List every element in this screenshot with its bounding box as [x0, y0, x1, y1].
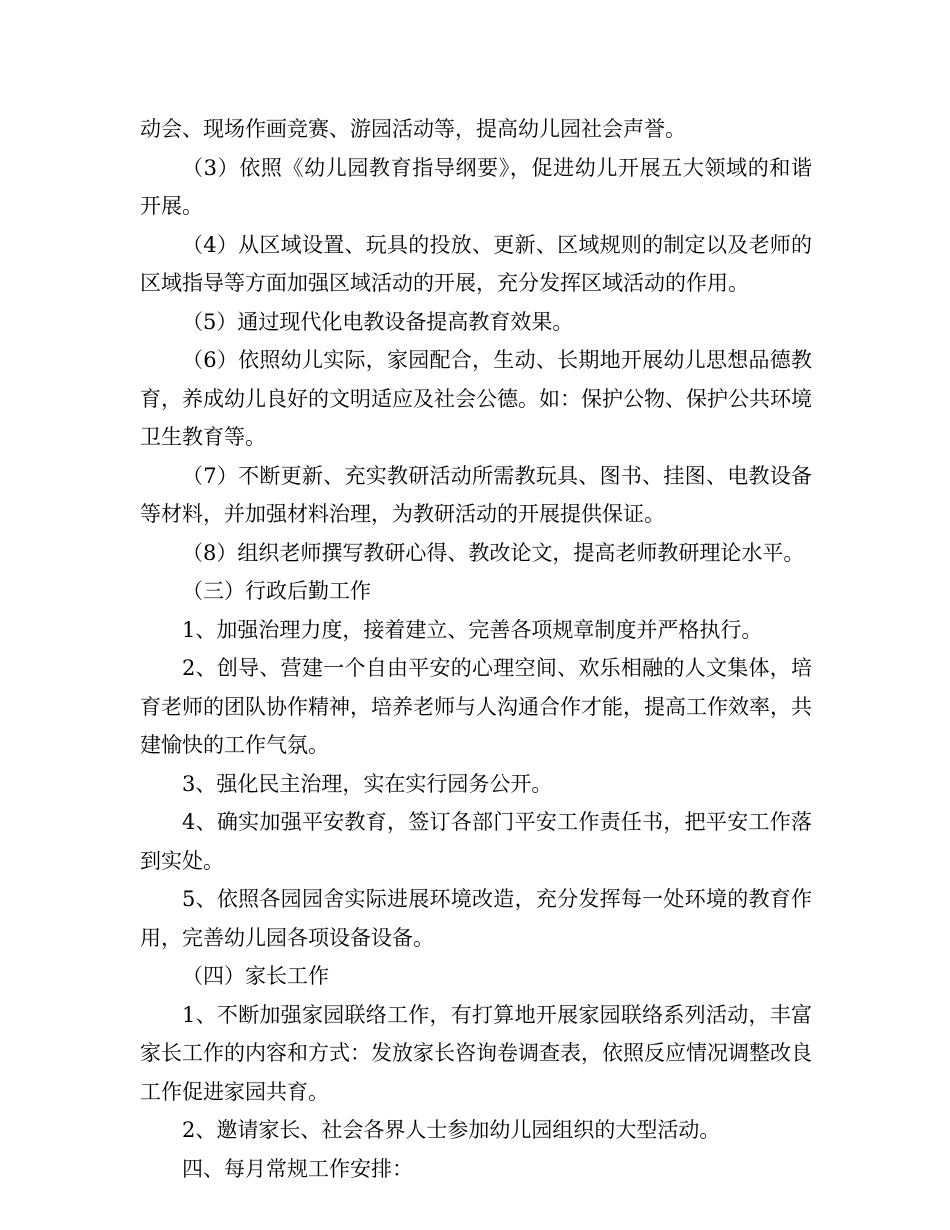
section-heading-monthly: 四、每月常规工作安排： — [182, 1156, 413, 1181]
paragraph-item-6: （6）依照幼儿实际，家园配合，生动、长期地开展幼儿思想品德教育，养成幼儿良好的文明适应及社会公德。如：保护公物、保护公共环境卫生教育等。 — [140, 348, 812, 449]
paragraph-item-3: （3）依照《幼儿园教育指导纲要》，促进幼儿开展五大领域的和谐开展。 — [140, 155, 812, 218]
paragraph-admin-3: 3、强化民主治理，实在实行园务公开。 — [182, 771, 553, 796]
paragraph-item-8: （8）组织老师撰写教研心得、教改论文，提高老师教研理论水平。 — [182, 540, 805, 565]
section-heading-admin: （三）行政后勤工作 — [182, 579, 371, 603]
paragraph-item-7: （7）不断更新、充实教研活动所需教玩具、图书、挂图、电教设备等材料，并加强材料治理，为教研活动的开展提供保证。 — [140, 463, 812, 526]
paragraph-parents-2: 2、邀请家长、社会各界人士参加幼儿园组织的大型活动。 — [182, 1118, 721, 1142]
paragraph-item-5: （5）通过现代化电教设备提高教育效果。 — [182, 309, 574, 334]
document-page — [140, 110, 812, 1188]
paragraph-admin-2: 2、创导、营建一个自由平安的心理空间、欢乐相融的人文集体，培育老师的团队协作精神，培养老师与人沟通合作才能，提高工作效率，共建愉快的工作气氛。 — [140, 656, 812, 757]
paragraph-admin-5: 5、依照各园园舍实际进展环境改造，充分发挥每一处环境的教育作用，完善幼儿园各项设备设备。 — [140, 887, 812, 950]
paragraph-continuation: 动会、现场作画竞赛、游园活动等，提高幼儿园社会声誉。 — [140, 117, 686, 141]
section-heading-parents: （四）家长工作 — [182, 964, 329, 988]
paragraph-item-4: （4）从区域设置、玩具的投放、更新、区域规则的制定以及老师的区域指导等方面加强区域活动的开展，充分发挥区域活动的作用。 — [140, 232, 812, 295]
paragraph-admin-4: 4、确实加强平安教育，签订各部门平安工作责任书，把平安工作落到实处。 — [140, 810, 812, 873]
paragraph-admin-1: 1、加强治理力度，接着建立、完善各项规章制度并严格执行。 — [182, 617, 763, 642]
paragraph-parents-1: 1、不断加强家园联络工作，有打算地开展家园联络系列活动，丰富家长工作的内容和方式：发放家长咨询卷调查表，依照反应情况调整改良工作促进家园共育。 — [140, 1002, 812, 1104]
